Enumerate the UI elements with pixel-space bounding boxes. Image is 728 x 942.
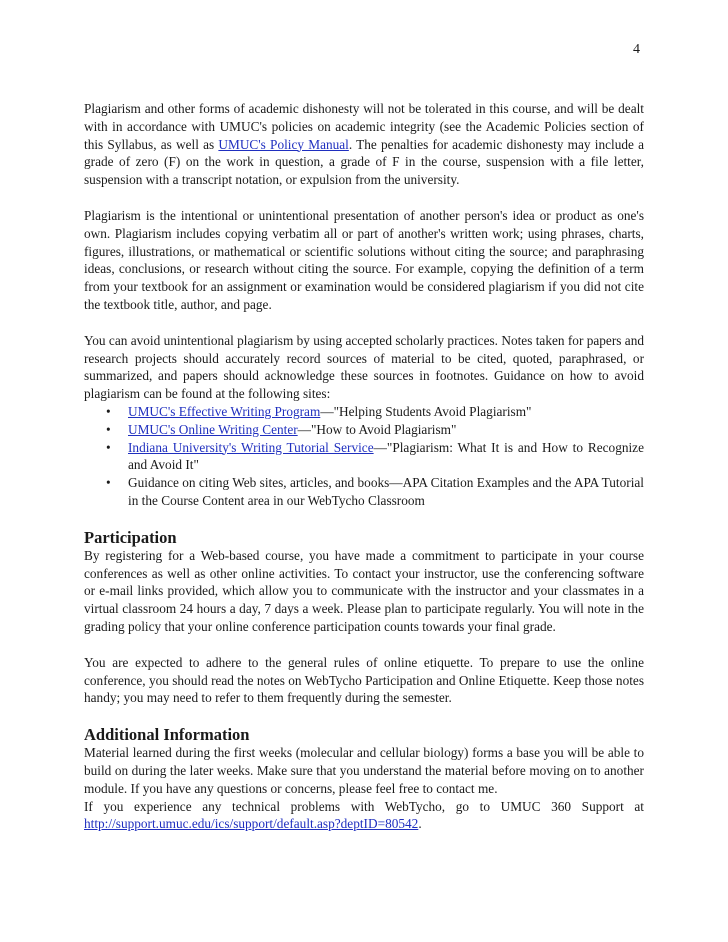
plagiarism-definition-paragraph: Plagiarism is the intentional or unintentional presentation of another person's idea or product as one's own. Plagiarism includes copying verbatim all or part of another's written work; using phrases, charts, figures, illustrations, or mathematical or scientific solutions without citing the source; and paraphrasing ideas, conclusions, or research without citing the source. For example, copying the definition of a term from your textbook for an assignment or examination would be considered plagiarism if you did not cite the textbook title, author, and page. (84, 207, 644, 312)
document-body (84, 100, 644, 833)
participation-heading: Participation (84, 527, 177, 547)
bullet-icon: • (106, 475, 111, 491)
list-item (104, 474, 644, 510)
academic-dishonesty-text-1: Plagiarism and other forms of academic dishonesty will not be tolerated in this course, and will be dealt with in accordance with UMUC's policies on academic integrity (see the Academic Policies section of this Syllabus, as well as (84, 101, 644, 152)
support-text-end: . (418, 816, 422, 832)
support-text: If you experience any technical problems with WebTycho, go to UMUC 360 Support at (84, 798, 644, 814)
policy-manual-link[interactable]: UMUC's Policy Manual (218, 136, 349, 152)
effective-writing-program-link[interactable]: UMUC's Effective Writing Program (128, 403, 321, 419)
bullet-icon: • (106, 421, 111, 437)
list-item-text: Guidance on citing Web sites, articles, and books—APA Citation Examples and the APA Tutorial in the Course Content area in our WebTycho Classroom (128, 475, 644, 508)
list-item-text: —"Plagiarism: What It is and How to Recognize and Avoid It" (128, 439, 644, 473)
additional-information-heading: Additional Information (84, 725, 250, 745)
list-item (104, 421, 644, 439)
list-item-text: —"Helping Students Avoid Plagiarism" (320, 403, 532, 419)
bullet-icon: • (106, 403, 111, 419)
list-item-text: —"How to Avoid Plagiarism" (297, 421, 457, 437)
list-item (104, 403, 644, 421)
academic-dishonesty-paragraph (84, 100, 644, 189)
bullet-icon: • (106, 439, 111, 455)
avoid-plagiarism-paragraph: You can avoid unintentional plagiarism by using accepted scholarly practices. Notes taken for papers and research projects should accurately record sources of material to be cited, quoted, paraphrased, or summarized, and papers should acknowledge these sources in footnotes. Guidance on how to avoid plagiarism can be found at the following sites: (84, 332, 644, 402)
additional-information-paragraph-1: Material learned during the first weeks (molecular and cellular biology) forms a base you will be able to build on during the later weeks. Make sure that you understand the material before moving on to another module. If you have any questions or concerns, please feel free to contact me. (84, 745, 644, 796)
additional-information-paragraph-2 (84, 798, 644, 834)
participation-paragraph-1: By registering for a Web-based course, you have made a commitment to participate in your course conferences as well as other online activities. To contact your instructor, use the conferencing software or e-mail links provided, which allow you to communicate with the instructor and your classmates in a virtual classroom 24 hours a day, 7 days a week. Please plan to participate regularly. You will note in the grading policy that your online conference participation counts towards your final grade. (84, 547, 644, 634)
academic-dishonesty-text-2: . The penalties for academic dishonesty may include a grade of zero (F) on the work in question, a grade of F in the course, suspension with a file letter, suspension with a transcript notation, or expulsion from the university. (84, 136, 644, 188)
writing-tutorial-service-link[interactable]: Indiana University's Writing Tutorial Service (128, 439, 374, 455)
list-item (104, 439, 644, 475)
page-number: 4 (633, 42, 640, 57)
participation-paragraph-2: You are expected to adhere to the general rules of online etiquette. To prepare to use the online conference, you should read the notes on WebTycho Participation and Online Etiquette. Keep those notes handy; you may need to refer to them frequently during the semester. (84, 654, 644, 706)
online-writing-center-link[interactable]: UMUC's Online Writing Center (128, 421, 298, 437)
plagiarism-resources-list (84, 403, 644, 510)
support-url-link[interactable]: http://support.umuc.edu/ics/support/default.asp?deptID=80542 (84, 816, 419, 832)
